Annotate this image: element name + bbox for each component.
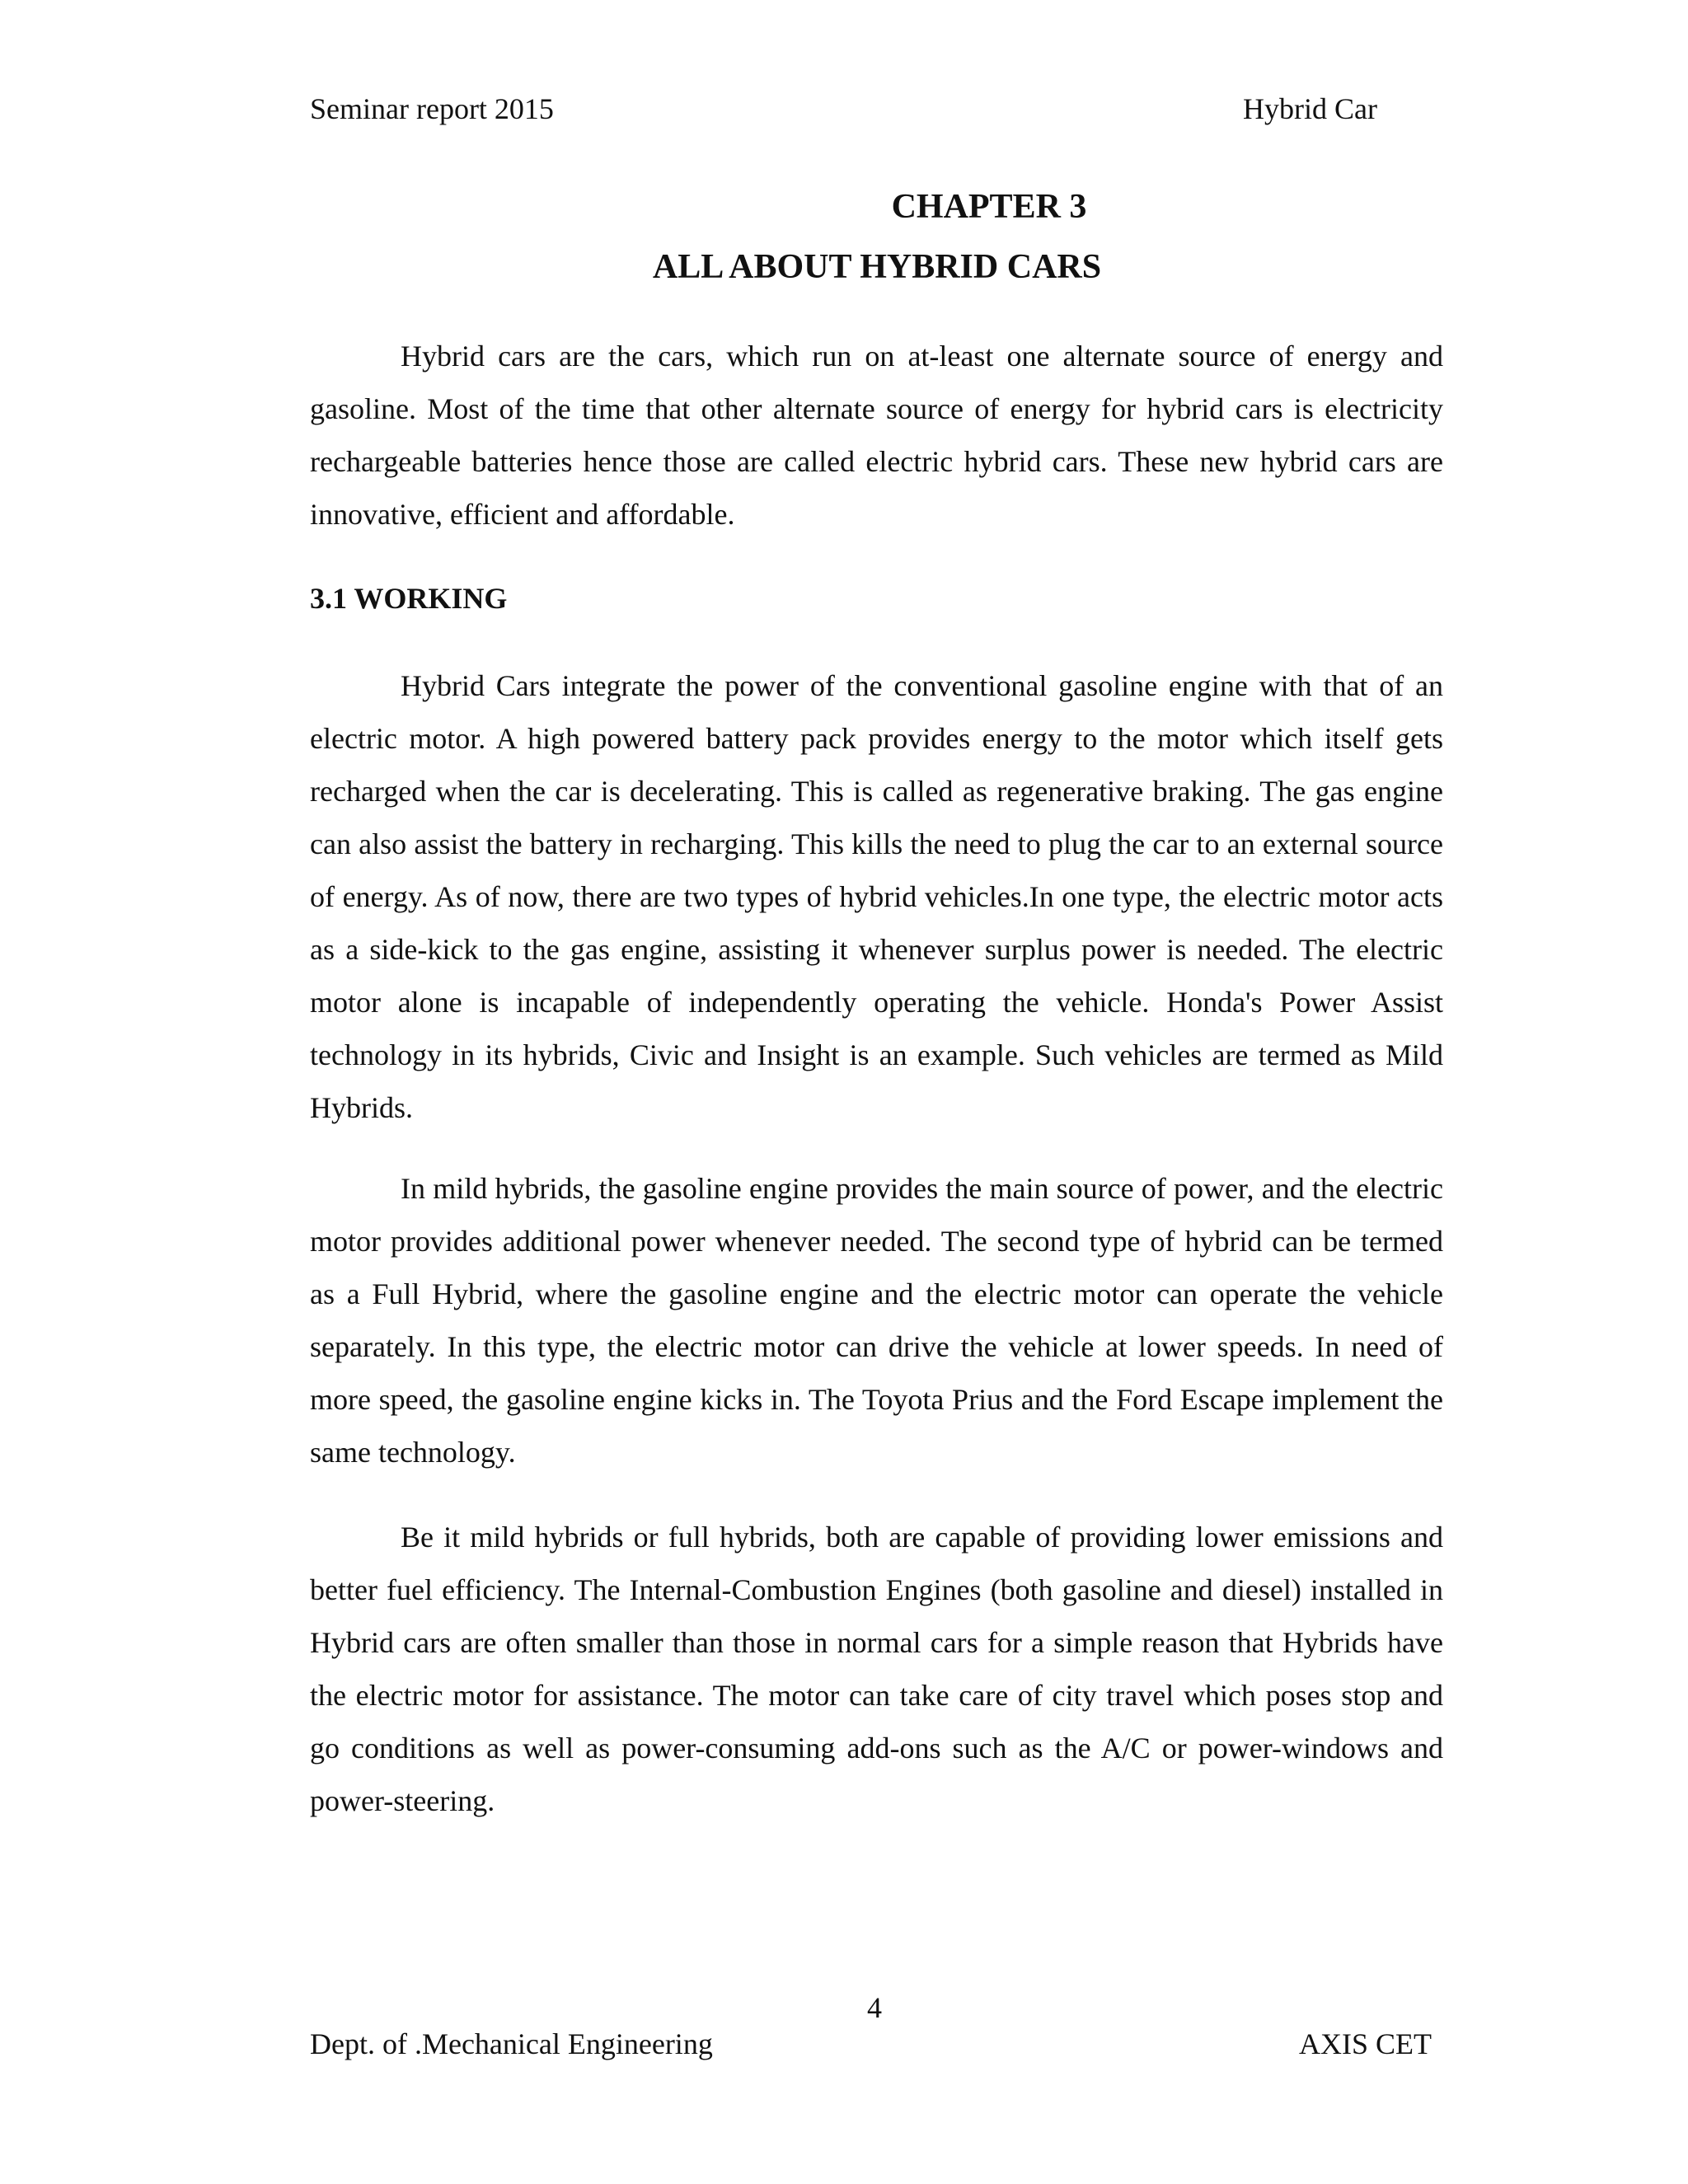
footer-department: Dept. of .Mechanical Engineering <box>310 2027 713 2060</box>
section-heading: 3.1 WORKING <box>310 582 508 615</box>
section-paragraph: Be it mild hybrids or full hybrids, both are capable of providing lower emissions and better fuel efficiency. The Internal-Combustion Engines (both gasoline and diesel) installed in Hybrid cars are often smaller than those in normal cars for a simple reason that Hybrids have the electric motor for assistance. The motor can take care of city travel which poses stop and go conditions as well as power-consuming add-ons such as the A/C or power-windows and power-steering. <box>310 1521 1443 1817</box>
intro-paragraph: Hybrid cars are the cars, which run on at-least one alternate source of energy and gasoline. Most of the time that other alternate source of energy for hybrid cars is electricity rechargeable batteries hence those are called electric hybrid cars. These new hybrid cars are innovative, efficient and affordable. <box>310 340 1443 531</box>
section-paragraph: Hybrid Cars integrate the power of the conventional gasoline engine with that of an electric motor. A high powered battery pack provides energy to the motor which itself gets recharged when the car is decelerating. This is called as regenerative braking. The gas engine can also assist the battery in recharging. This kills the need to plug the car to an external source of energy. As of now, there are two types of hybrid vehicles.In one type, the electric motor acts as a side-kick to the gas engine, assisting it whenever surplus power is needed. The electric motor alone is incapable of independently operating the vehicle. Honda's Power Assist technology in its hybrids, Civic and Insight is an example. Such vehicles are termed as Mild Hybrids. <box>310 669 1443 1124</box>
header-topic: Hybrid Car <box>1243 92 1377 125</box>
section-paragraph: In mild hybrids, the gasoline engine provides the main source of power, and the electric motor provides additional power whenever needed. The second type of hybrid can be termed as a Full Hybrid, where the gasoline engine and the electric motor can operate the vehicle separately. In this type, the electric motor can drive the vehicle at lower speeds. In need of more speed, the gasoline engine kicks in. The Toyota Prius and the Ford Escape implement the same technology. <box>310 1172 1443 1469</box>
footer-institution: AXIS CET <box>1299 2027 1432 2060</box>
page-number: 4 <box>867 1991 882 2024</box>
header-report-title: Seminar report 2015 <box>310 92 554 125</box>
chapter-number: CHAPTER 3 <box>891 188 1087 226</box>
chapter-title: ALL ABOUT HYBRID CARS <box>652 248 1102 286</box>
